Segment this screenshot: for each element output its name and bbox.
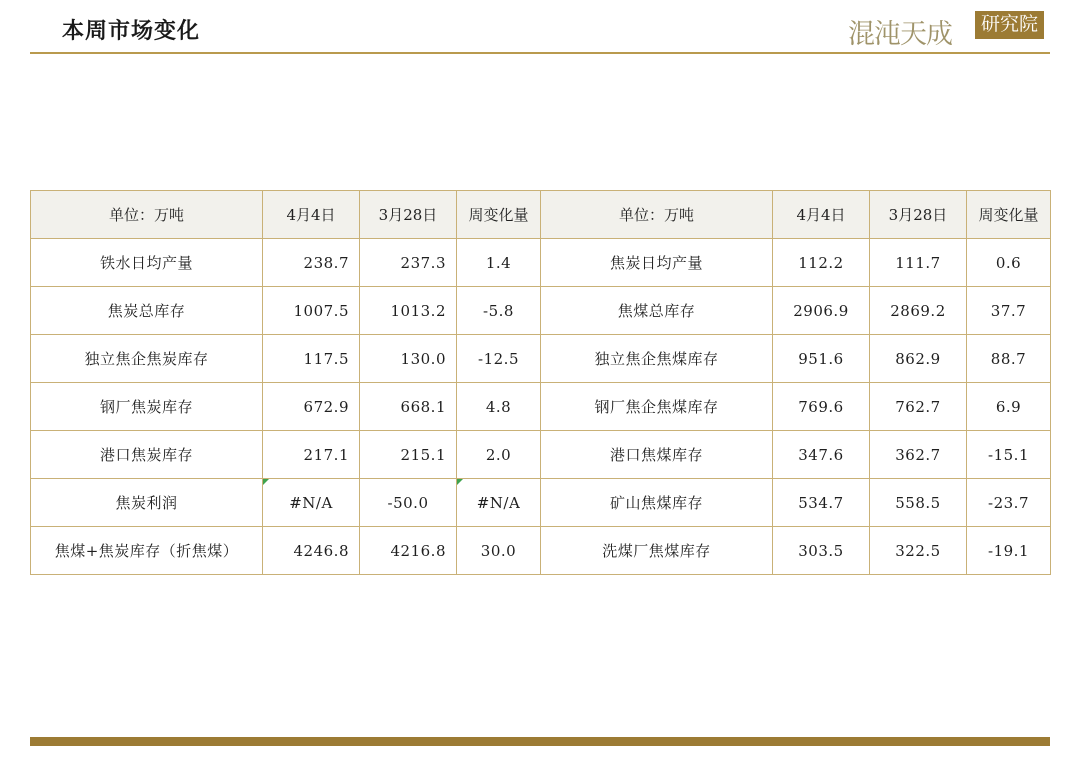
row-value1-right: 2906.9	[773, 287, 870, 335]
row-change-left: 1.4	[457, 239, 541, 287]
row-label-left: 港口焦炭库存	[31, 431, 263, 479]
row-value1-left: 238.7	[263, 239, 360, 287]
row-value1-left: 1007.5	[263, 287, 360, 335]
header-right-date2: 3月28日	[870, 191, 967, 239]
row-value1-left: 4246.8	[263, 527, 360, 575]
row-change-right: 6.9	[967, 383, 1051, 431]
row-value2-left: 130.0	[360, 335, 457, 383]
row-change-right: -15.1	[967, 431, 1051, 479]
row-label-right: 独立焦企焦煤库存	[541, 335, 773, 383]
row-value1-right: 347.6	[773, 431, 870, 479]
row-value2-left: 4216.8	[360, 527, 457, 575]
row-value2-right: 362.7	[870, 431, 967, 479]
row-value2-left: 215.1	[360, 431, 457, 479]
page-title: 本周市场变化	[62, 18, 201, 44]
row-label-left: 焦炭总库存	[31, 287, 263, 335]
row-value2-left: 237.3	[360, 239, 457, 287]
company-logo	[848, 8, 1044, 50]
row-label-right: 焦煤总库存	[541, 287, 773, 335]
logo-wordmark: 混沌天成	[848, 19, 952, 50]
row-change-left: 4.8	[457, 383, 541, 431]
row-label-left: 焦炭利润	[31, 479, 263, 527]
row-change-left: 2.0	[457, 431, 541, 479]
row-value1-right: 534.7	[773, 479, 870, 527]
row-label-right: 焦炭日均产量	[541, 239, 773, 287]
table-row	[31, 431, 1051, 479]
table-row	[31, 527, 1051, 575]
table-row	[31, 239, 1051, 287]
market-change-table-wrapper	[30, 190, 1044, 575]
row-value2-right: 322.5	[870, 527, 967, 575]
row-label-right: 港口焦煤库存	[541, 431, 773, 479]
row-value1-right: 951.6	[773, 335, 870, 383]
header-right-change: 周变化量	[967, 191, 1051, 239]
row-value1-left: 217.1	[263, 431, 360, 479]
row-value1-right: 303.5	[773, 527, 870, 575]
row-change-right: 88.7	[967, 335, 1051, 383]
row-value2-left: 1013.2	[360, 287, 457, 335]
row-value2-right: 2869.2	[870, 287, 967, 335]
row-label-right: 洗煤厂焦煤库存	[541, 527, 773, 575]
logo-badge: 研究院	[975, 11, 1044, 39]
header-left-unit: 单位：万吨	[31, 191, 263, 239]
row-change-right: -19.1	[967, 527, 1051, 575]
row-value2-right: 762.7	[870, 383, 967, 431]
slide-header	[0, 0, 1080, 56]
table-row	[31, 479, 1051, 527]
table-header-row	[31, 191, 1051, 239]
row-label-left: 焦煤+焦炭库存（折焦煤）	[31, 527, 263, 575]
table-row	[31, 383, 1051, 431]
row-change-right: 0.6	[967, 239, 1051, 287]
header-divider	[30, 52, 1050, 54]
row-change-right: -23.7	[967, 479, 1051, 527]
row-change-left: 30.0	[457, 527, 541, 575]
row-label-right: 钢厂焦企焦煤库存	[541, 383, 773, 431]
row-value1-left: 672.9	[263, 383, 360, 431]
row-value1-left: #N/A	[263, 479, 360, 527]
row-change-right: 37.7	[967, 287, 1051, 335]
header-right-unit: 单位：万吨	[541, 191, 773, 239]
row-label-right: 矿山焦煤库存	[541, 479, 773, 527]
row-label-left: 铁水日均产量	[31, 239, 263, 287]
market-change-table	[30, 190, 1051, 575]
row-label-left: 独立焦企焦炭库存	[31, 335, 263, 383]
row-value2-left: -50.0	[360, 479, 457, 527]
row-value2-right: 558.5	[870, 479, 967, 527]
row-value2-right: 862.9	[870, 335, 967, 383]
row-label-left: 钢厂焦炭库存	[31, 383, 263, 431]
table-row	[31, 335, 1051, 383]
row-value2-right: 111.7	[870, 239, 967, 287]
row-change-left: #N/A	[457, 479, 541, 527]
header-left-change: 周变化量	[457, 191, 541, 239]
row-change-left: -5.8	[457, 287, 541, 335]
row-change-left: -12.5	[457, 335, 541, 383]
row-value2-left: 668.1	[360, 383, 457, 431]
row-value1-left: 117.5	[263, 335, 360, 383]
header-right-date1: 4月4日	[773, 191, 870, 239]
row-value1-right: 112.2	[773, 239, 870, 287]
header-left-date1: 4月4日	[263, 191, 360, 239]
header-left-date2: 3月28日	[360, 191, 457, 239]
table-row	[31, 287, 1051, 335]
footer-bar	[30, 737, 1050, 746]
row-value1-right: 769.6	[773, 383, 870, 431]
